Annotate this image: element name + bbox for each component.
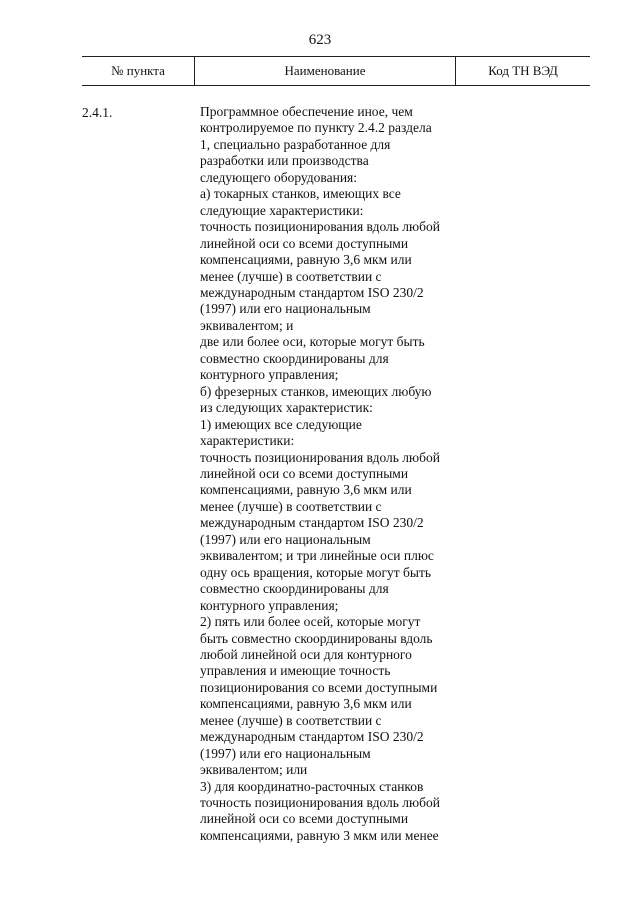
description-line: компенсациями, равную 3 мкм или менее <box>200 827 439 843</box>
description-line: международным стандартом ISO 230/2 <box>200 729 424 745</box>
page-number: 623 <box>308 32 332 48</box>
description-line: контурного управления; <box>200 597 339 613</box>
description-line: следующие характеристики: <box>200 202 364 218</box>
description-line: компенсациями, равную 3,6 мкм или <box>200 252 412 268</box>
description-line: точность позиционирования вдоль любой <box>200 219 440 235</box>
description-line: быть совместно скоординированы вдоль <box>200 630 433 646</box>
description-line: компенсациями, равную 3,6 мкм или <box>200 696 412 712</box>
description-line: а) токарных станков, имеющих все <box>200 186 401 202</box>
description-line: разработки или производства <box>200 153 369 169</box>
description-line: 1, специально разработанное для <box>200 136 391 152</box>
description-line: эквивалентом; и три линейные оси плюс <box>200 548 434 564</box>
description-line: линейной оси со всеми доступными <box>200 811 409 827</box>
description-line: менее (лучше) в соответствии с <box>200 712 382 728</box>
description-line: компенсациями, равную 3,6 мкм или <box>200 482 412 498</box>
description-line: (1997) или его национальным <box>200 301 371 317</box>
header-name: Наименование <box>194 57 456 85</box>
description-line: точность позиционирования вдоль любой <box>200 795 440 811</box>
description-line: менее (лучше) в соответствии с <box>200 498 382 514</box>
description-line: б) фрезерных станков, имеющих любую <box>200 383 432 399</box>
description-line: управления и имеющие точность <box>200 663 391 679</box>
description-line: Программное обеспечение иное, чем <box>200 104 413 119</box>
description-line: 3) для координатно-расточных станков <box>200 778 424 794</box>
description-line: совместно скоординированы для <box>200 350 389 366</box>
description-line: из следующих характеристик: <box>200 400 373 416</box>
description-line: эквивалентом; или <box>200 762 308 778</box>
item-number: 2.4.1. <box>82 105 113 120</box>
description-line: 1) имеющих все следующие <box>200 416 362 432</box>
description-line: международным стандартом ISO 230/2 <box>200 284 424 300</box>
description-line: международным стандартом ISO 230/2 <box>200 515 424 531</box>
description-line: контурного управления; <box>200 367 339 383</box>
header-code: Код ТН ВЭД <box>488 63 558 78</box>
description-line: следующего оборудования: <box>200 169 358 185</box>
description-line: точность позиционирования вдоль любой <box>200 449 440 465</box>
description-line: две или более оси, которые могут быть <box>200 334 425 350</box>
description-line: совместно скоординированы для <box>200 581 389 597</box>
description-line: контролируемое по пункту 2.4.2 раздела <box>200 120 432 136</box>
description-line: менее (лучше) в соответствии с <box>200 268 382 284</box>
description-line: эквивалентом; и <box>200 317 294 333</box>
description-line: (1997) или его национальным <box>200 745 371 761</box>
description-line: позиционирования со всеми доступными <box>200 679 438 695</box>
header-item-number: № пункта <box>111 63 165 78</box>
item-description <box>200 104 456 844</box>
description-line: линейной оси со всеми доступными <box>200 235 409 251</box>
description-line: линейной оси со всеми доступными <box>200 465 409 481</box>
description-line: одну ось вращения, которые могут быть <box>200 564 432 580</box>
description-line: любой линейной оси для контурного <box>200 646 412 662</box>
table-header <box>82 56 590 86</box>
description-line: характеристики: <box>200 433 295 449</box>
description-line: (1997) или его национальным <box>200 531 371 547</box>
description-line: 2) пять или более осей, которые могут <box>200 614 421 630</box>
